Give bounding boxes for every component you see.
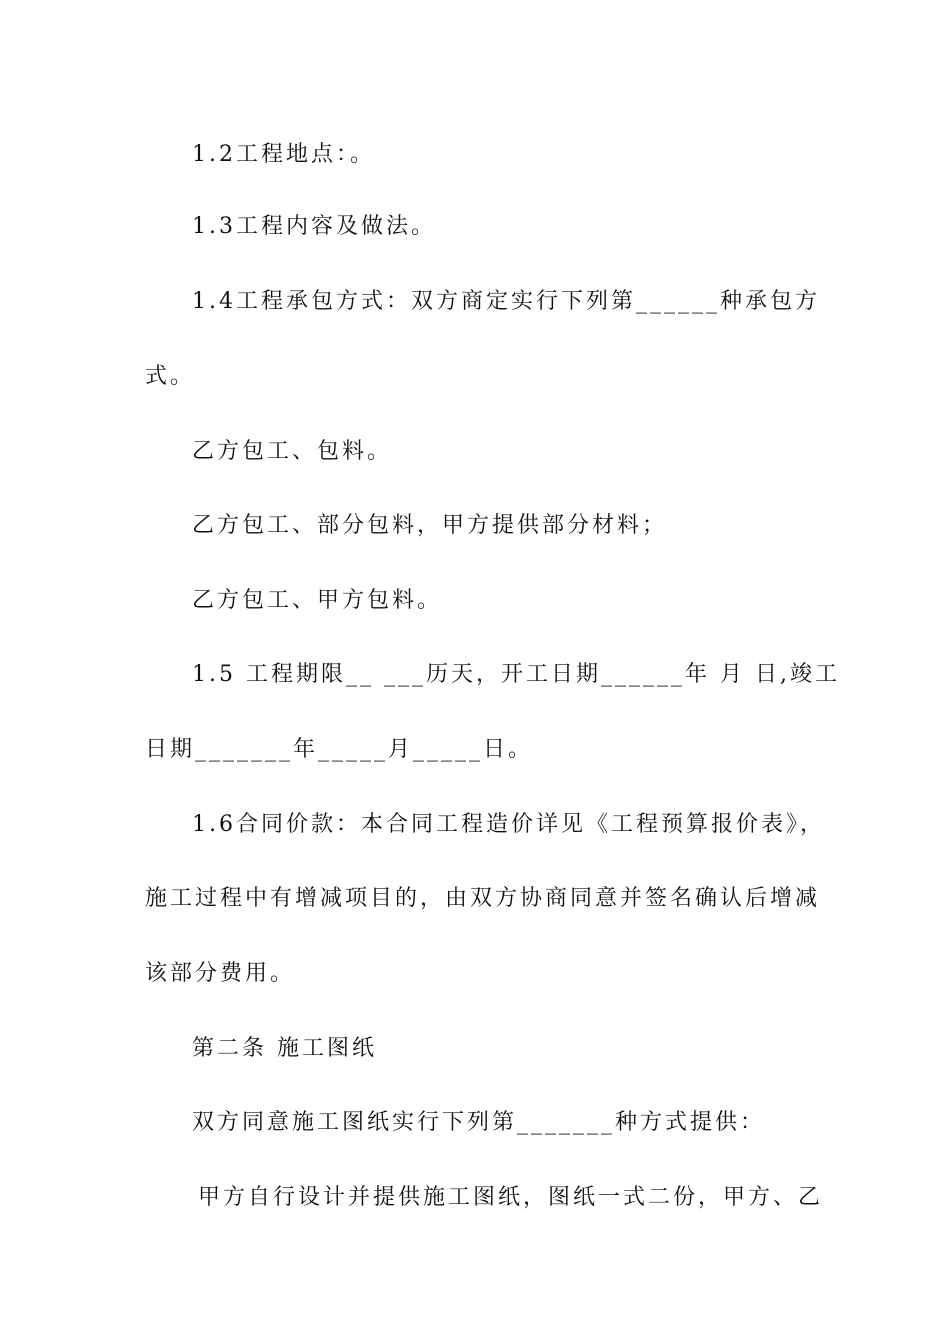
clause-1-6-continuation-2: 该部分费用。 (145, 961, 296, 986)
clause-1-3-content: 1.3工程内容及做法。 (192, 214, 436, 239)
clause-1-4-contract-mode: 1.4工程承包方式：双方商定实行下列第______种承包方 (192, 289, 820, 314)
clause-1-4-continuation: 式。 (145, 364, 196, 389)
option-partial-materials: 乙方包工、部分包料，甲方提供部分材料； (192, 513, 668, 538)
article-2-option-1: 甲方自行设计并提供施工图纸，图纸一式二份，甲方、乙 (198, 1185, 824, 1210)
article-2-drawings-method: 双方同意施工图纸实行下列第_______种方式提供： (192, 1110, 766, 1135)
clause-1-6-price: 1.6合同价款：本合同工程造价详见《工程预算报价表》， (192, 812, 825, 837)
clause-1-5-period: 1.5 工程期限__ ___历天，开工日期______年 月 日,竣工 (192, 662, 840, 687)
clause-1-6-continuation-1: 施工过程中有增减项目的，由双方协商同意并签名确认后增减 (145, 886, 821, 911)
option-labor-and-materials: 乙方包工、包料。 (192, 439, 393, 464)
clause-1-2-location: 1.2工程地点：。 (192, 142, 375, 167)
option-labor-only: 乙方包工、甲方包料。 (192, 588, 443, 613)
article-2-heading: 第二条 施工图纸 (192, 1036, 377, 1061)
clause-1-5-continuation: 日期_______年_____月_____日。 (145, 737, 534, 762)
